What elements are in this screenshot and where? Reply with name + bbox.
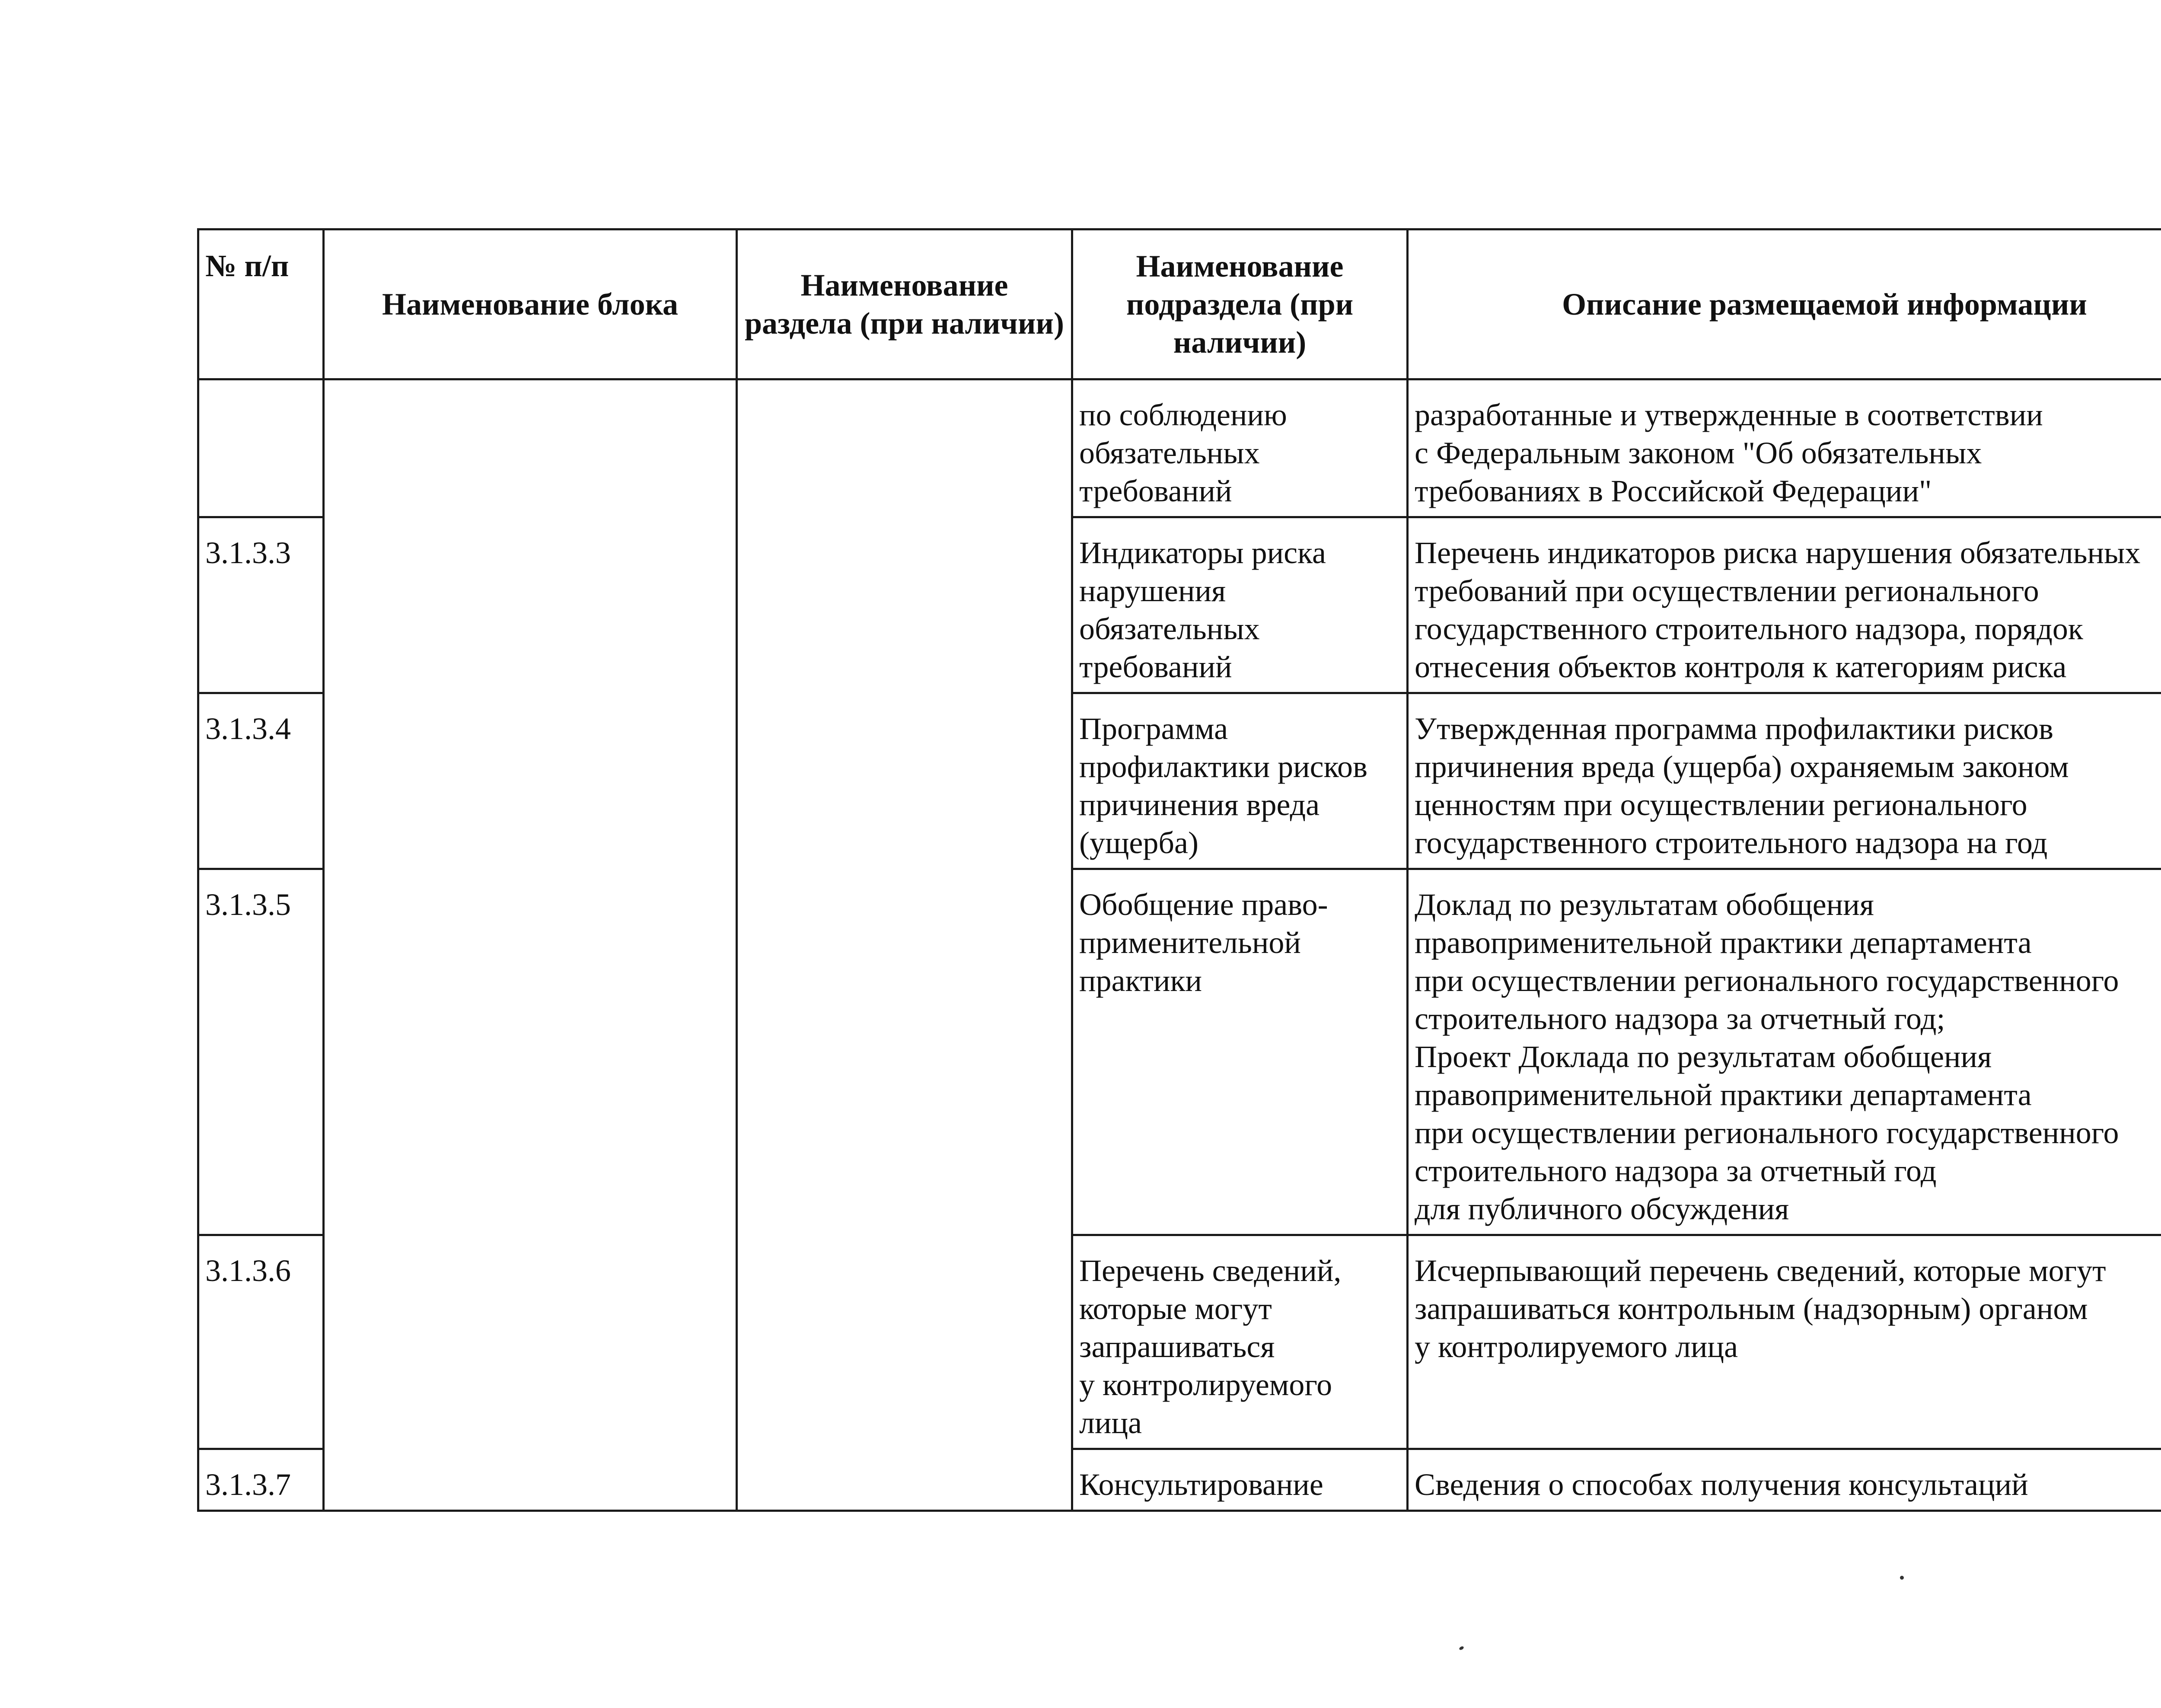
description: Сведения о способах получения консультаций	[1408, 1449, 2161, 1511]
description: Исчерпывающий перечень сведений, которые могут запрашиваться контрольным (надзорным) органом у контролируемого лица	[1408, 1235, 2161, 1449]
description: Утвержденная программа профилактики рисков причинения вреда (ущерба) охраняемым законом ценностям при осуществлении регионального государственного строительного надзора на год	[1408, 693, 2161, 869]
description: разработанные и утвержденные в соответствии с Федеральным законом "Об обязательных требованиях в Российской Федерации"	[1408, 379, 2161, 517]
section-name-cell	[737, 379, 1072, 1511]
header-block-name: Наименование блока	[324, 229, 737, 379]
subsection-name: по соблюдению обязательных требований	[1072, 379, 1408, 517]
header-num: № п/п	[198, 229, 324, 379]
block-name-cell	[324, 379, 737, 1511]
subsection-name: Консультирование	[1072, 1449, 1408, 1511]
header-subsection-name: Наименование подраздела (при наличии)	[1072, 229, 1408, 379]
requirements-table	[197, 228, 2161, 1512]
header-description: Описание размещаемой информации	[1408, 229, 2161, 379]
row-number: 3.1.3.5	[198, 869, 324, 1235]
subsection-name: Программа профилактики рисков причинения вреда (ущерба)	[1072, 693, 1408, 869]
row-number: 3.1.3.4	[198, 693, 324, 869]
row-number: 3.1.3.6	[198, 1235, 324, 1449]
header-section-name: Наименование раздела (при наличии)	[737, 229, 1072, 379]
header-row	[198, 229, 2161, 379]
row-number: 3.1.3.7	[198, 1449, 324, 1511]
subsection-name: Индикаторы риска нарушения обязательных требований	[1072, 517, 1408, 693]
scan-speck	[1900, 1576, 1904, 1580]
table-row	[198, 379, 2161, 517]
description: Доклад по результатам обобщения правоприменительной практики департамента при осуществлении регионального государственного строительного надзора за отчетный год; Проект Доклада по результатам обобщения правоприменительной практики департамента при осуществлении регионального государственного строительного надзора за отчетный год для публичного обсуждения	[1408, 869, 2161, 1235]
row-number: 3.1.3.3	[198, 517, 324, 693]
description: Перечень индикаторов риска нарушения обязательных требований при осуществлении регионального государственного строительного надзора, порядок отнесения объектов контроля к категориям риска	[1408, 517, 2161, 693]
row-number	[198, 379, 324, 517]
subsection-name: Перечень сведений, которые могут запрашиваться у контролируемого лица	[1072, 1235, 1408, 1449]
scan-speck	[1459, 1646, 1464, 1651]
subsection-name: Обобщение право- применительной практики	[1072, 869, 1408, 1235]
